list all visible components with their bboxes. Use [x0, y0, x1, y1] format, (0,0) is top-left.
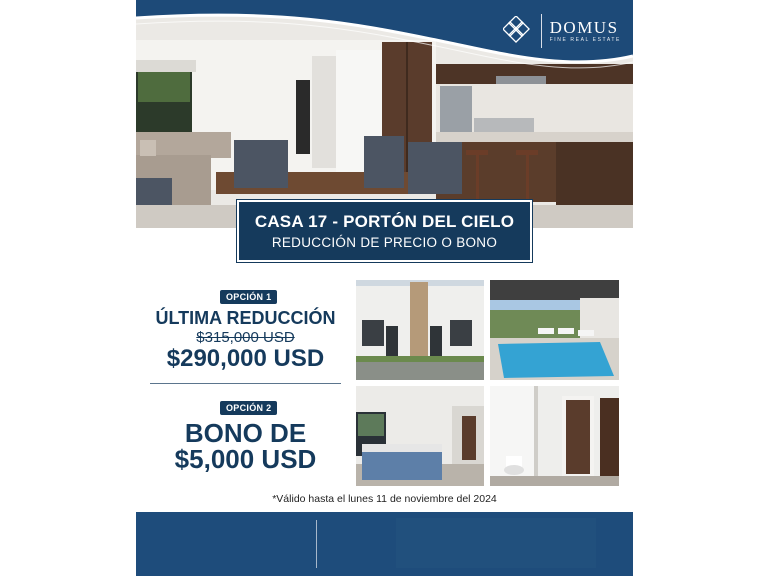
option-1-heading: ÚLTIMA REDUCCIÓN [155, 308, 336, 328]
photo-exterior-facade [356, 280, 484, 380]
validity-note: *Válido hasta el lunes 11 de noviembre del 2024 [272, 493, 497, 505]
brand-name: DOMUS [549, 18, 619, 37]
option-2-badge: OPCIÓN 2 [220, 401, 277, 415]
options-divider [150, 383, 341, 384]
property-flyer [136, 0, 633, 576]
footer-divider [316, 520, 317, 568]
diamond-lattice-icon [503, 16, 533, 46]
footer-band [136, 512, 633, 576]
new-price: $290,000 USD [166, 345, 325, 372]
hero-photo-living-kitchen [136, 0, 633, 228]
domus-logo [503, 14, 621, 48]
bonus-amount: $5,000 USD [174, 444, 317, 474]
photo-bedroom [356, 386, 484, 486]
bonus-heading: BONO DE [184, 418, 307, 448]
old-price: $315,000 USD [196, 329, 295, 346]
title-banner [237, 200, 532, 262]
property-title: CASA 17 - PORTÓN DEL CIELO [254, 212, 515, 231]
option-1-badge: OPCIÓN 1 [220, 290, 277, 304]
logo-divider [541, 14, 542, 48]
photo-bathroom-closet [490, 386, 619, 486]
offer-subtitle: REDUCCIÓN DE PRECIO O BONO [271, 235, 498, 250]
photo-pool [490, 280, 619, 380]
brand-tagline: FINE REAL ESTATE [549, 37, 621, 43]
